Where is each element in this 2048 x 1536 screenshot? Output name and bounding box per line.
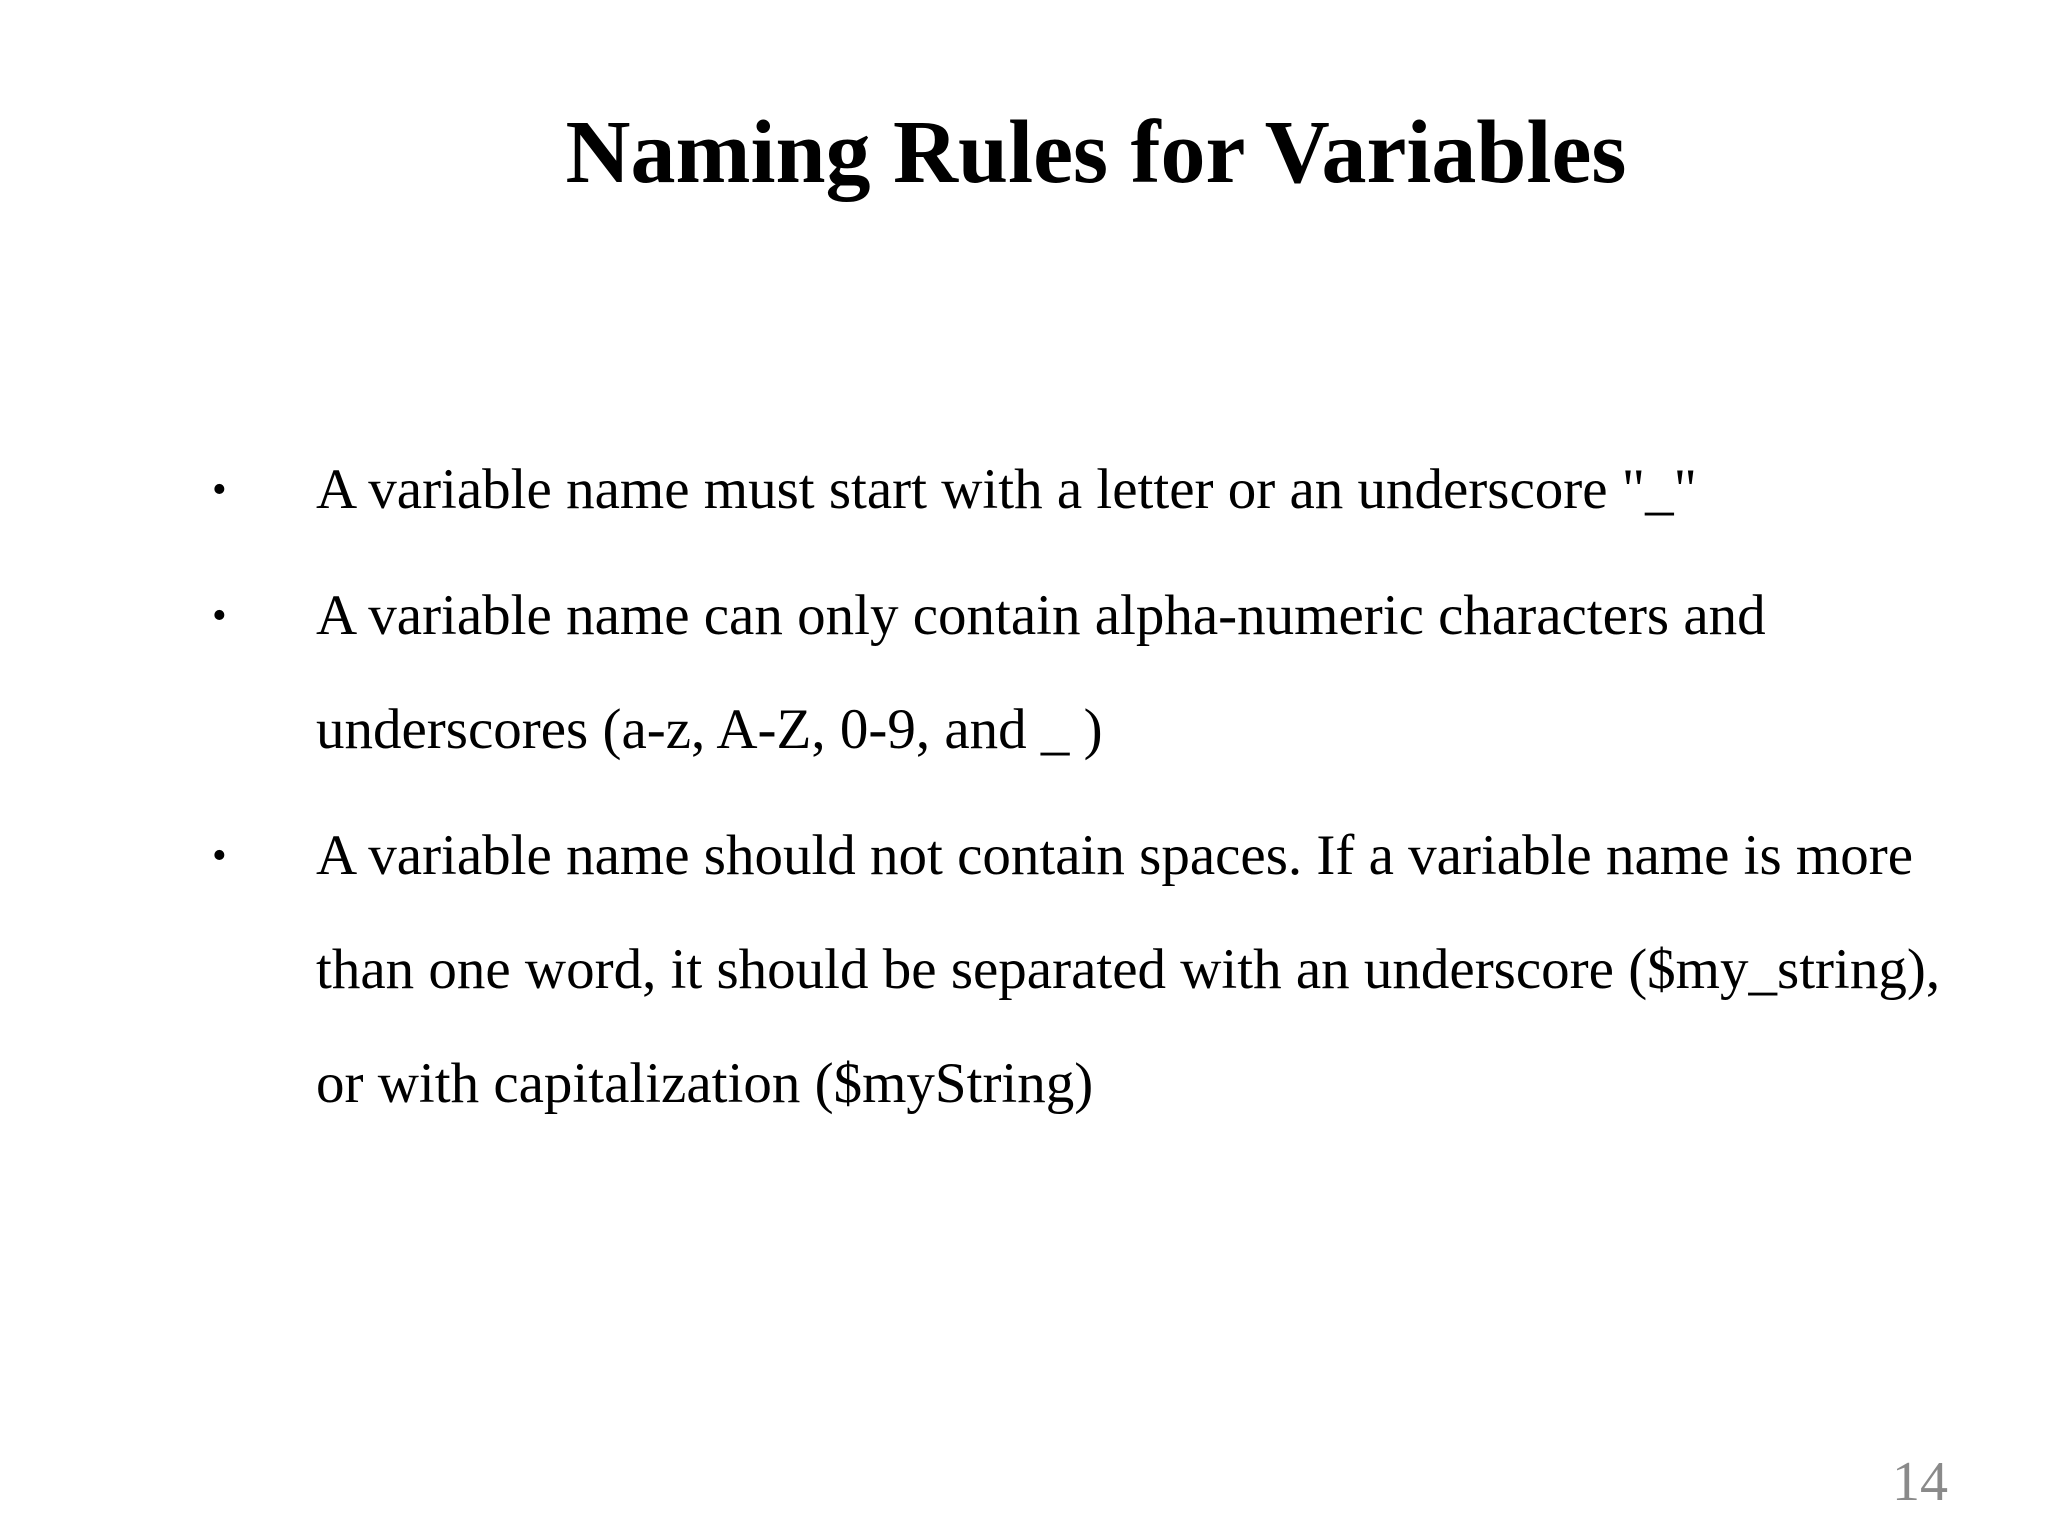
bullet-item xyxy=(212,433,1972,547)
bullet-marker: • xyxy=(212,593,227,639)
bullet-marker: • xyxy=(212,833,227,879)
bullet-list xyxy=(212,433,1972,1153)
bullet-text: A variable name can only contain alpha-numeric characters and underscores (a-z, A-Z, 0-9, and _ ) xyxy=(316,584,1766,761)
bullet-text: A variable name must start with a letter or an underscore "_" xyxy=(316,458,1697,521)
bullet-text: A variable name should not contain spaces. If a variable name is more than one word, it should be separated with an underscore ($my_string), or with capitalization ($myString) xyxy=(316,824,1941,1115)
page-number: 14 xyxy=(1892,1451,1948,1513)
bullet-item xyxy=(212,799,1972,1141)
slide-title: Naming Rules for Variables xyxy=(565,103,1627,202)
bullet-item xyxy=(212,559,1972,787)
bullet-marker: • xyxy=(212,467,227,513)
